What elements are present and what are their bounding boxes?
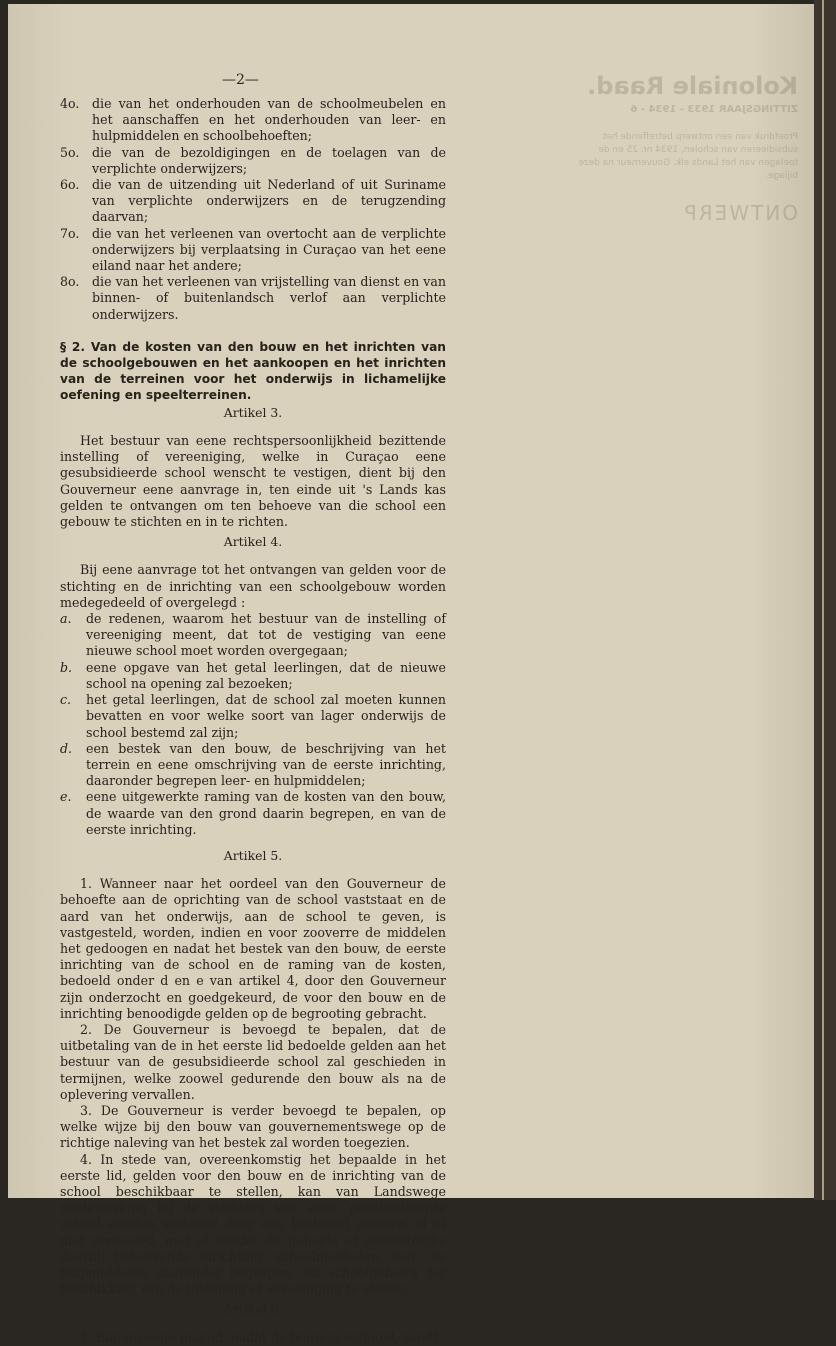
page-number: —2— (222, 72, 259, 88)
list-item: 4o. die van het onderhouden van de schoolmeubelen en het aanschaffen en het onderhouden van leer- en hulpmiddelen en schoolbehoeften; (60, 96, 446, 144)
article-title: Artikel 5. (223, 847, 283, 863)
bleed-through-text: Koloniale Raad. ZITTINGSJAAR 1933 - 1934 - 6 Proefdruk van een ontwerp betreffende het subsidieeren van scholen, 1934 nr. 25 en de toelagen van het Lands elk. Gouverneur na deze bijlage. ONTWERP (578, 72, 798, 225)
article-title: Artikel 3. (223, 404, 283, 420)
right-page-edge (814, 0, 836, 1200)
list-item: a. de redenen, waarom het bestuur van de instelling of vereeniging meent, dat tot de vestiging van eene nieuwe school moet worden overgegaan; (60, 611, 446, 659)
list-item: 7o. die van het verleenen van overtocht aan de verplichte onderwijzers bij verplaatsing in Curaçao van het eene eiland naar het andere; (60, 225, 446, 274)
article-paragraph: 1. Wanneer naar het oordeel van den Gouverneur de behoefte aan de oprichting van de school vaststaat en de aard van het onderwijs, aan de school te geven, is vastgesteld, worden, indien en voor zooverre de middelen het gedoogen en nadat het bestek van den bouw, de eerste inrichting van de school en de raming van de kosten, bedoeld onder d en e van artikel 4, door den Gouverneur zijn onderzocht en goedgekeurd, de voor den bouw en de inrichting benoodigde gelden op de begrooting gebracht. (60, 876, 446, 1021)
list-item: 8o. die van het verleenen van vrijstelling van dienst en van binnen- of buitenlandsch verlof aan verplichte onderwijzers. (60, 274, 446, 322)
list-item: 5o. die van de bezoldigingen en de toelagen van de verplichte onderwijzers; (60, 144, 446, 176)
text-column (60, 96, 446, 1346)
list-item: e. eene uitgewerkte raming van de kosten van den bouw, de waarde van den grond daarin begrepen, en van de eerste inrichting. (60, 789, 446, 837)
article-paragraph: 3. De Gouverneur is verder bevoegd te bepalen, op welke wijze bij den bouw van gouvernementswege op de richtige naleving van het bestek zal worden toegezien. (60, 1102, 446, 1151)
article-paragraph: Het bestuur van eene rechtspersoonlijkheid bezittende instelling of vereeniging, welke in Curaçao eene gesubsidieerde school wenscht te vestigen, dient bij den Gouverneur eene aanvrage in, ten einde uit 's Lands kas gelden te ontvangen om ten behoeve van die school een gebouw te stichten en in te richten. (60, 433, 446, 530)
article-paragraph: 1. Binnen eene maand, nadat de bouw is voltooid, zendt (80, 1329, 438, 1345)
list-item: b. eene opgave van het getal leerlingen, dat de nieuwe school na opening zal bezoeken; (60, 659, 446, 691)
list-item: 6o. die van de uitzending uit Nederland of uit Suriname van verplichte onderwijzers en de terugzending daarvan; (60, 177, 446, 225)
article-title: Artikel 6. (223, 1301, 283, 1317)
article-paragraph: Bij eene aanvrage tot het ontvangen van gelden voor de stichting en de inrichting van een schoolgebouw worden medegedeeld of overgelegd : (60, 562, 446, 610)
article-paragraph: 2. De Gouverneur is bevoegd te bepalen, dat de uitbetaling van de in het eerste lid bedoelde gelden aan het bestuur van de gesubsidieerde school zal geschieden in termijnen, welke zoowel gedurende den bouw als na de oplevering vervallen. (60, 1021, 446, 1102)
section-heading: § 2. Van de kosten van den bouw en het inrichten van de schoolgebouwen en het aankoopen en het inrichten van de terreinen voor het onderwijs in lichamelijke oefening en speelterreinen. (60, 339, 446, 402)
list-item: c. het getal leerlingen, dat de school zal moeten kunnen bevatten en voor welke soort van lager onderwijs de school bestemd zal zijn; (60, 692, 446, 740)
article-title: Artikel 4. (223, 534, 283, 550)
list-item: d. een bestek van den bouw, de beschrijving van het terrein en eene omschrijving van de eerste inrichting, daaronder begrepen leer- en hulpmiddelen; (60, 740, 446, 789)
article-paragraph: 4. In stede van, overeenkomstig het bepaalde in het eerste lid, gelden voor den bouw en de inrichting van de school beschikbaar te stellen, kan van Landswege medewerking bij de stichting van eene gesubsidieerde school worden verleend door een bestaand gebouw, al of niet verbouwd, met of zonder de geheele of gedeeltelijke daarbij behoorende inrichting, schoolmeubelen, leer- en hulpmiddelen daaronder begrepen, als schoolgebouw ter beschikking van de instelling of vereeniging te stellen. (60, 1151, 446, 1297)
